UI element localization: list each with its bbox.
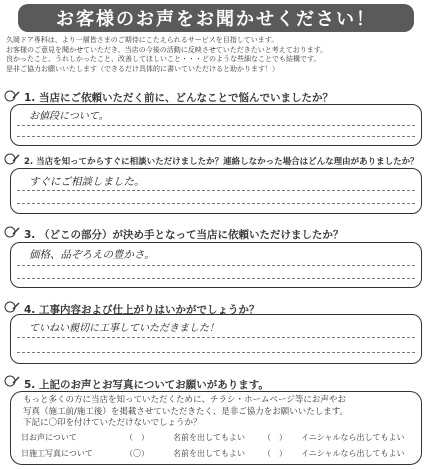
intro-text bbox=[6, 36, 426, 74]
question-3-label: 3. （どこの部分）が決め手となって当店に依頼いただけましたか？ bbox=[24, 229, 344, 241]
answer-box-2 bbox=[10, 168, 422, 214]
answer-box-4 bbox=[10, 314, 422, 364]
consent-mark: （〇） bbox=[125, 449, 149, 458]
question-1-label: 1. 当店にご依頼いただく前に、どんなことで悩んでいましたか？ bbox=[24, 92, 333, 104]
intro-line: 是非ご協力お願いいたします（できるだけ具体的に書いていただけると助かります！） bbox=[6, 64, 279, 73]
page-title: お客様のお声をお聞かせください！ bbox=[56, 9, 376, 30]
consent-mark: （ ） bbox=[125, 433, 149, 442]
intro-line: お客様のご意見を聞かせていただき、当店の今後の活動に反映させていただきたいと考えております。 bbox=[6, 45, 328, 54]
question-5-label: 5. 上記のお声とお写真についてお願いがあります。 bbox=[24, 379, 269, 391]
intro-line: 久岡ドア専科は、より一層皆さまのご期待にこたえられるサービスを目指しています。 bbox=[6, 36, 279, 44]
consent-mark: （ ） bbox=[263, 433, 287, 442]
page-title-bar bbox=[18, 4, 414, 32]
answer-box-3 bbox=[10, 242, 422, 288]
pencil-hand-icon bbox=[4, 152, 20, 166]
question-4-label: 4. 工事内容および仕上がりはいかがでしょうか？ bbox=[24, 304, 260, 316]
consent-option: 名前を出してもよい bbox=[173, 433, 245, 442]
answer-1: お値段について。 bbox=[29, 111, 109, 122]
pencil-hand-icon bbox=[4, 89, 20, 103]
consent-item: 日お声について bbox=[21, 433, 77, 442]
consent-line: 写真（施工前/施工後）を掲載させていただきたく、是非ご協力をお願いいたします。 bbox=[23, 406, 349, 417]
consent-line: もっと多くの方に当店を知っていただくために、チラシ・ホームページ等にお声やお bbox=[23, 395, 346, 405]
pencil-hand-icon bbox=[4, 300, 20, 314]
consent-item: 日施工写真について bbox=[21, 449, 93, 458]
consent-option: 名前を出してもよい bbox=[173, 449, 245, 458]
consent-box bbox=[10, 391, 422, 465]
consent-option: イニシャルなら出してもよい bbox=[301, 433, 405, 442]
pencil-hand-icon bbox=[4, 225, 20, 239]
answer-box-1 bbox=[10, 104, 422, 146]
question-2-label: 2. 当店を知ってからすぐに相談いただけましたか？連絡しなかった場合はどんな理由がありましたか？ bbox=[24, 157, 419, 167]
intro-line: 良かったこと、うれしかったこと、改善してほしいこと・・・どのような些細なことでも結構です。 bbox=[6, 55, 321, 63]
consent-option: イニシャルなら出してもよい bbox=[301, 449, 405, 458]
answer-3: 価格、品ぞろえの豊かさ。 bbox=[29, 249, 155, 261]
consent-text bbox=[23, 395, 348, 430]
answer-2: すぐにご相談しました。 bbox=[29, 176, 145, 188]
pencil-hand-icon bbox=[4, 374, 20, 388]
answer-4: ていねい親切に工事していただきました！ bbox=[29, 323, 219, 334]
consent-line: 下記に〇印を付けていただけないでしょうか？ bbox=[23, 418, 202, 428]
consent-mark: （ ） bbox=[263, 449, 287, 458]
